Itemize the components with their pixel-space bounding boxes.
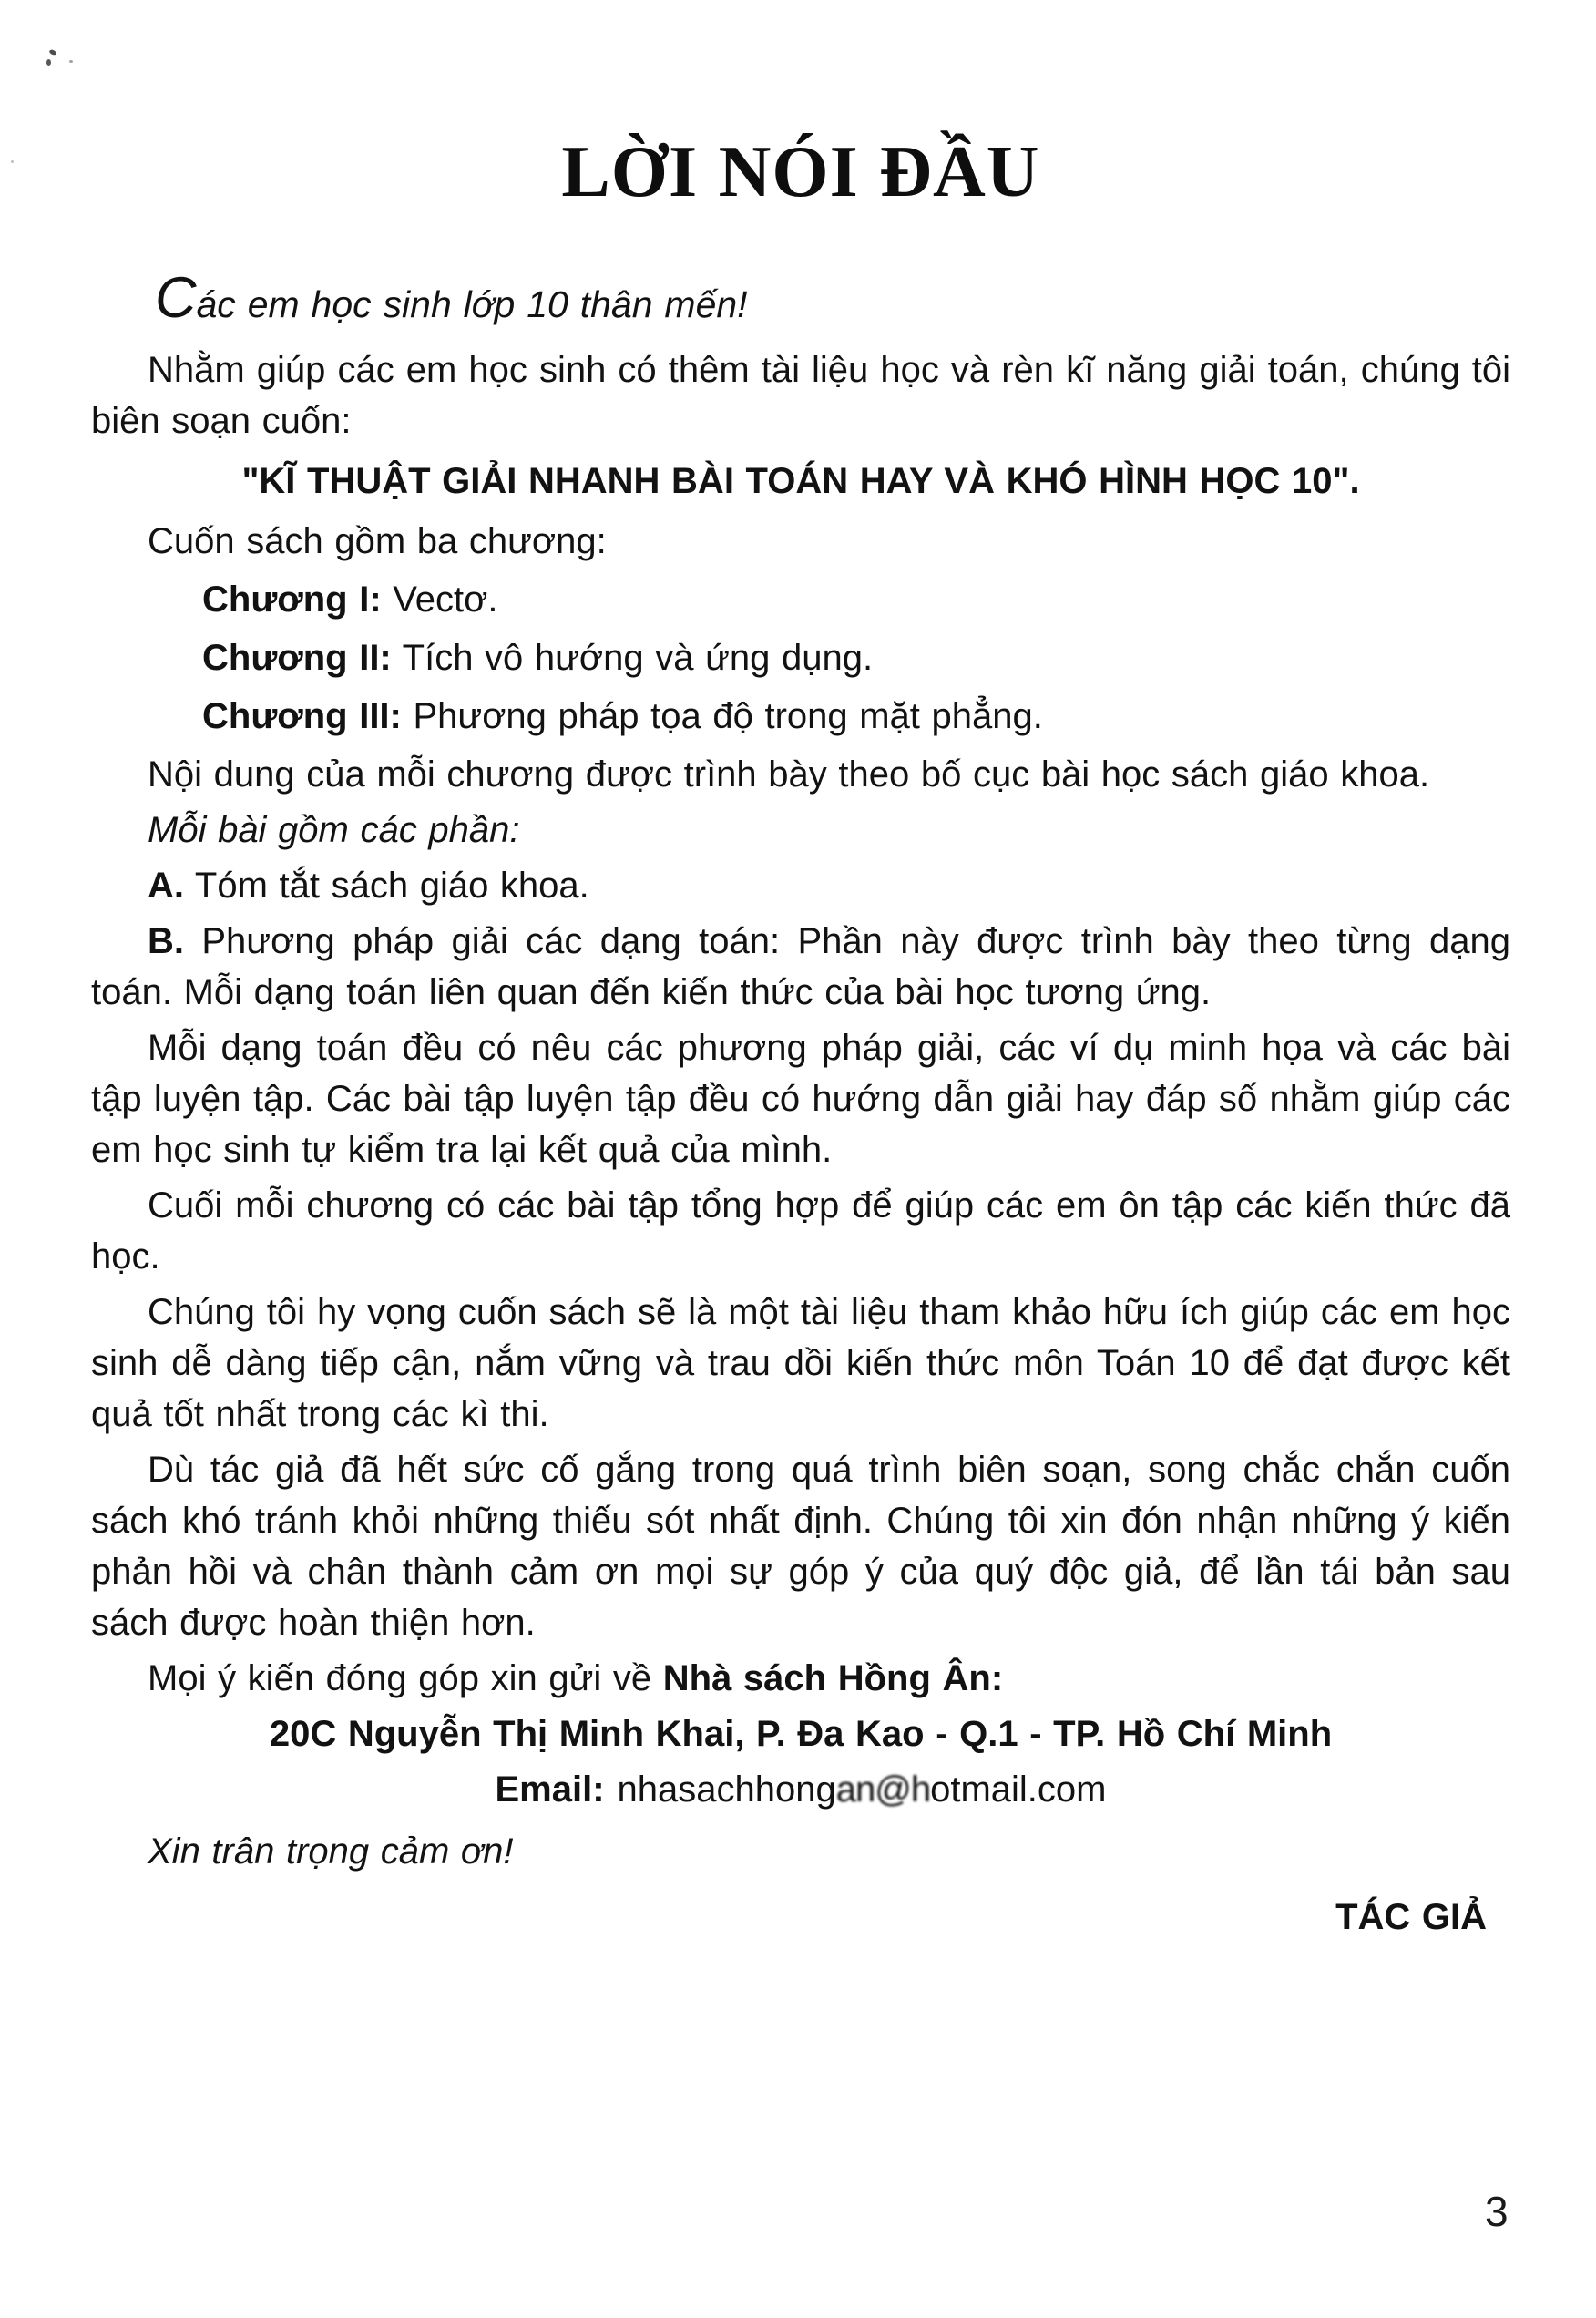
email-line xyxy=(91,1764,1510,1815)
section-label: A. xyxy=(148,866,184,906)
apology-paragraph: Dù tác giả đã hết sức cố gắng trong quá trình biên soạn, song chắc chắn cuốn sách khó tránh khỏi những thiếu sót nhất định. Chúng tôi xin đón nhận những ý kiến phản hồi và chân thành cảm ơn mọi sự góp ý của quý độc giả, để lần tái bản sau sách được hoàn thiện hơn. xyxy=(91,1450,1510,1643)
feedback-line xyxy=(91,1653,1510,1704)
bookstore-name: Nhà sách Hồng Ân: xyxy=(662,1658,1004,1698)
email-address-part: nhasachhong xyxy=(617,1769,836,1810)
salutation-line xyxy=(91,266,1510,330)
hope-paragraph: Chúng tôi hy vọng cuốn sách sẽ là một tài liệu tham khảo hữu ích giúp các em học sinh dễ dàng tiếp cận, nắm vững và trau dồi kiến thức môn Toán 10 để đạt được kết quả tốt nhất trong các kì thi. xyxy=(91,1292,1510,1434)
feedback-text: Mọi ý kiến đóng góp xin gửi về xyxy=(148,1658,663,1698)
chapter-label: Chương I: xyxy=(202,580,382,620)
scan-speck xyxy=(48,49,56,56)
page-number: 3 xyxy=(1485,2188,1509,2235)
chapters-intro: Cuốn sách gồm ba chương: xyxy=(148,521,607,561)
intro-paragraph: Nhằm giúp các em học sinh có thêm tài liệu học và rèn kĩ năng giải toán, chúng tôi biên soạn cuốn: xyxy=(91,350,1510,441)
structure-paragraph: Nội dung của mỗi chương được trình bày theo bố cục bài học sách giáo khoa. xyxy=(148,754,1430,795)
chapter-text: Tích vô hướng và ứng dụng. xyxy=(391,638,874,678)
chapter-text: Phương pháp tọa độ trong mặt phẳng. xyxy=(401,696,1043,736)
section-label: B. xyxy=(148,921,184,961)
author-signature: TÁC GIẢ xyxy=(1335,1897,1487,1937)
chapter-item-1 xyxy=(91,574,1510,625)
chapter-item-2 xyxy=(91,632,1510,683)
scan-speck xyxy=(69,60,73,63)
section-text: Tóm tắt sách giáo khoa. xyxy=(184,866,589,906)
address-line: 20C Nguyễn Thị Minh Khai, P. Đa Kao - Q.1 - TP. Hồ Chí Minh xyxy=(269,1714,1333,1754)
section-item-b xyxy=(91,916,1510,1018)
sections-intro: Mỗi bài gồm các phần: xyxy=(148,810,520,850)
chapter-label: Chương II: xyxy=(202,638,392,678)
chapter-label: Chương III: xyxy=(202,696,402,736)
email-label: Email: xyxy=(495,1769,605,1810)
scan-speck xyxy=(46,59,51,66)
salutation-initial: C xyxy=(155,266,197,330)
email-address-part: otmail.com xyxy=(930,1769,1107,1810)
email-address-smudged-part: an@h xyxy=(835,1769,931,1810)
page-content xyxy=(91,0,1510,1947)
chapter-text: Vectơ. xyxy=(381,580,498,620)
book-title-line: "KĨ THUẬT GIẢI NHANH BÀI TOÁN HAY VÀ KHÓ HÌNH HỌC 10". xyxy=(241,461,1360,501)
section-item-a xyxy=(91,860,1510,911)
methods-paragraph: Mỗi dạng toán đều có nêu các phương pháp giải, các ví dụ minh họa và các bài tập luyện tập. Các bài tập luyện tập đều có hướng dẫn giải hay đáp số nhằm giúp các em học sinh tự kiểm tra lại kết quả của mình. xyxy=(91,1028,1510,1170)
chapter-item-3 xyxy=(91,691,1510,742)
salutation-text: ác em học sinh lớp 10 thân mến! xyxy=(196,283,748,325)
review-paragraph: Cuối mỗi chương có các bài tập tổng hợp để giúp các em ôn tập các kiến thức đã học. xyxy=(91,1185,1510,1277)
page-title: LỜI NÓI ĐẦU xyxy=(561,132,1040,212)
section-text: Phương pháp giải các dạng toán: Phần này được trình bày theo từng dạng toán. Mỗi dạng toán liên quan đến kiến thức của bài học tương ứng. xyxy=(91,921,1510,1012)
closing-line: Xin trân trọng cảm ơn! xyxy=(148,1831,514,1872)
scan-speck xyxy=(11,160,14,163)
